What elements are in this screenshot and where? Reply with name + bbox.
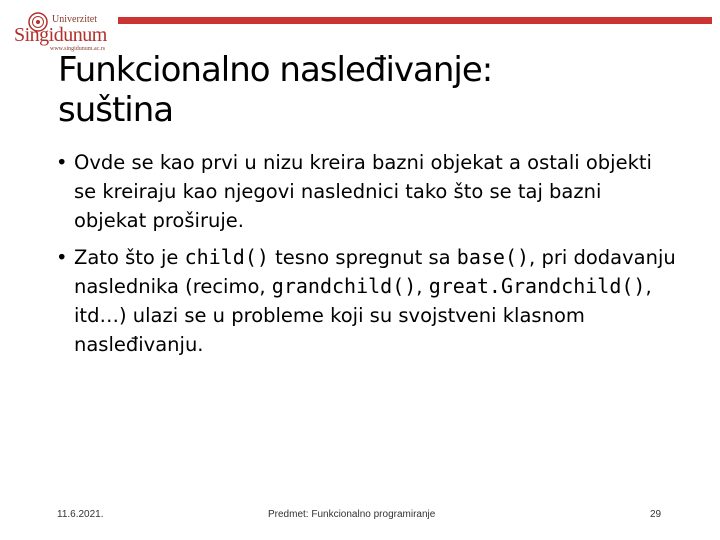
bullet-text: , itd…) ulazi se u probleme koji su svojstveni klasnom nasleđivanju.: [74, 275, 652, 356]
title-line-1: Funkcionalno nasleđivanje:: [58, 50, 493, 90]
top-red-band: [118, 17, 712, 24]
bullet-item: [56, 243, 676, 359]
footer-date: 11.6.2021.: [57, 509, 104, 520]
code-base: base(): [456, 245, 530, 269]
bullet-text: ,: [416, 275, 429, 298]
code-child: child(): [184, 245, 269, 269]
footer-page-number: 29: [650, 509, 662, 520]
slide-title: [58, 50, 698, 130]
bullet-text: Zato što je: [74, 246, 185, 269]
code-grandchild: grandchild(): [271, 274, 417, 298]
bullet-text: Ovde se kao prvi u nizu kreira bazni objekat a ostali objekti se kreiraju kao njegovi naslednici tako što se taj bazni objekat proširuje.: [74, 151, 652, 232]
slide-body: [56, 148, 676, 367]
university-logo: [10, 10, 120, 54]
code-great-grandchild: great.Grandchild(): [428, 274, 646, 298]
bullet-dot-icon: •: [56, 246, 68, 269]
bullet-item: [56, 148, 676, 235]
bullet-text: , pri dodavanju naslednika (recimo,: [74, 246, 676, 298]
logo-university-label: Univerzitet: [52, 14, 97, 25]
bullet-dot-icon: •: [56, 151, 68, 174]
title-line-2: suština: [58, 90, 174, 130]
footer-subject: Predmet: Funkcionalno programiranje: [268, 509, 436, 520]
logo-name: Singidunum: [14, 24, 107, 46]
logo-url: www.singidunum.ac.rs: [50, 46, 106, 52]
bullet-text: tesno spregnut sa: [268, 246, 457, 269]
